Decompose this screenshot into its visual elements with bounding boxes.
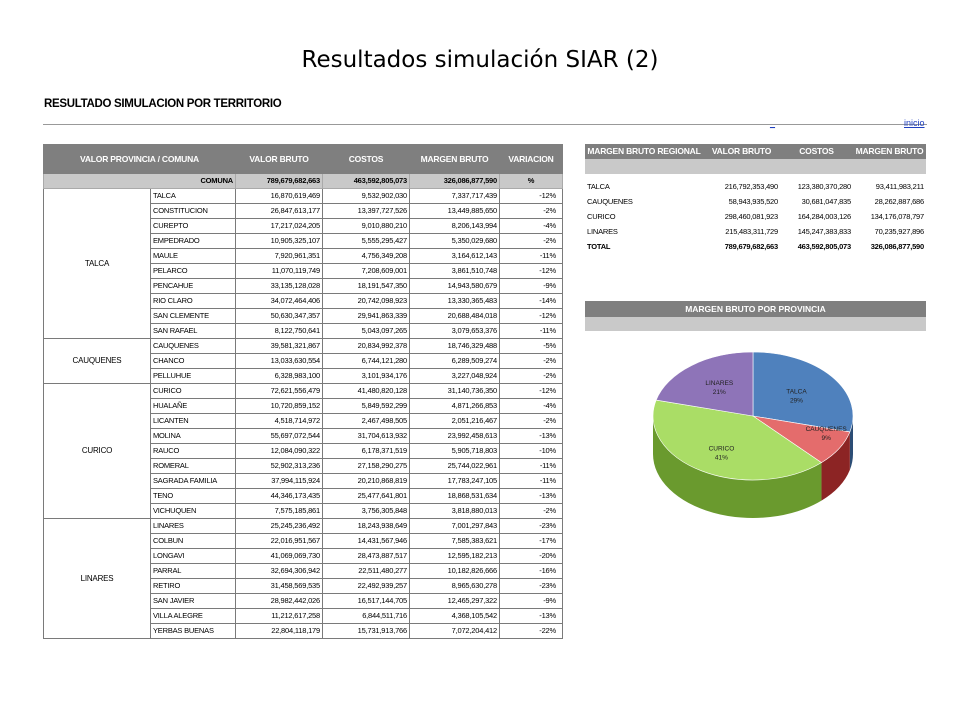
valor-cell: 11,070,119,749 [236, 264, 323, 279]
region-name: LINARES [587, 227, 618, 236]
margen-cell: 25,744,022,961 [410, 459, 500, 474]
comuna-cell: LONGAVI [151, 549, 236, 564]
costos-cell: 9,532,902,030 [323, 189, 410, 204]
pie-label-name: CAUQUENES [805, 425, 847, 433]
inicio-link[interactable]: inicio [904, 118, 925, 128]
variacion-cell: -16% [500, 564, 563, 579]
total-valor: 789,679,682,663 [724, 242, 778, 251]
comuna-cell: LINARES [151, 519, 236, 534]
slide-title: Resultados simulación SIAR (2) [301, 47, 659, 73]
regional-total-row [585, 239, 926, 254]
pie-label-name: CURICO [708, 445, 735, 453]
comuna-cell: PELARCO [151, 264, 236, 279]
column-header: MARGEN BRUTO [410, 145, 500, 174]
region-margen: 70,235,927,896 [874, 227, 924, 236]
margen-cell: 6,289,509,274 [410, 354, 500, 369]
comuna-cell: PARRAL [151, 564, 236, 579]
costos-cell: 2,467,498,505 [323, 414, 410, 429]
comuna-cell: HUALAÑE [151, 399, 236, 414]
valor-cell: 7,575,185,861 [236, 504, 323, 519]
margen-cell: 7,001,297,843 [410, 519, 500, 534]
comuna-cell: MAULE [151, 249, 236, 264]
pie-chart-panel [585, 301, 926, 529]
chart-subheader [585, 317, 926, 331]
margen-cell: 7,337,717,439 [410, 189, 500, 204]
variacion-cell: -20% [500, 549, 563, 564]
territory-cell: CURICO [44, 384, 151, 519]
comuna-cell: EMPEDRADO [151, 234, 236, 249]
comuna-cell: MOLINA [151, 429, 236, 444]
variacion-cell: -13% [500, 429, 563, 444]
costos-cell: 6,178,371,519 [323, 444, 410, 459]
column-header: VALOR PROVINCIA / COMUNA [44, 145, 236, 174]
valor-cell: 72,621,556,479 [236, 384, 323, 399]
report-title: RESULTADO SIMULACION POR TERRITORIO [44, 98, 282, 110]
valor-cell: 31,458,569,535 [236, 579, 323, 594]
comuna-cell: RIO CLARO [151, 294, 236, 309]
costos-cell: 5,043,097,265 [323, 324, 410, 339]
table-row [44, 339, 563, 354]
subheader-cell [853, 159, 926, 174]
variacion-cell: -22% [500, 624, 563, 639]
costos-cell: 16,517,144,705 [323, 594, 410, 609]
variacion-cell: -4% [500, 399, 563, 414]
comuna-cell: TALCA [151, 189, 236, 204]
chart-title: MARGEN BRUTO POR PROVINCIA [585, 301, 926, 317]
valor-cell: 13,033,630,554 [236, 354, 323, 369]
region-costos: 30,681,047,835 [801, 197, 851, 206]
valor-cell: 41,069,069,730 [236, 549, 323, 564]
regional-margin-table [585, 144, 926, 254]
region-margen: 134,176,078,797 [870, 212, 924, 221]
margen-cell: 5,905,718,803 [410, 444, 500, 459]
margen-cell: 3,861,510,748 [410, 264, 500, 279]
subheader-cell [585, 159, 703, 174]
margen-cell: 2,051,216,467 [410, 414, 500, 429]
variacion-cell: -17% [500, 534, 563, 549]
comuna-cell: CUREPTO [151, 219, 236, 234]
region-costos: 164,284,003,126 [797, 212, 851, 221]
variacion-cell: -9% [500, 594, 563, 609]
table-row [585, 194, 926, 209]
variacion-cell: -23% [500, 519, 563, 534]
table-subheader-row [585, 159, 926, 174]
subheader-cell [703, 159, 780, 174]
region-margen: 93,411,983,211 [875, 182, 924, 191]
valor-cell: 10,720,859,152 [236, 399, 323, 414]
costos-cell: 20,834,992,378 [323, 339, 410, 354]
territory-results-table [43, 144, 563, 639]
pie-label-percent: 41% [714, 454, 728, 462]
margen-cell: 13,330,365,483 [410, 294, 500, 309]
comuna-cell: ROMERAL [151, 459, 236, 474]
pie-label-percent: 21% [712, 389, 726, 397]
variacion-cell: -10% [500, 444, 563, 459]
costos-cell: 41,480,820,128 [323, 384, 410, 399]
costos-cell: 5,555,295,427 [323, 234, 410, 249]
region-costos: 123,380,370,280 [797, 182, 851, 191]
variacion-cell: -9% [500, 279, 563, 294]
variacion-cell: -2% [500, 504, 563, 519]
margen-cell: 17,783,247,105 [410, 474, 500, 489]
comuna-cell: COLBUN [151, 534, 236, 549]
variacion-cell: -13% [500, 609, 563, 624]
comuna-cell: PELLUHUE [151, 369, 236, 384]
variacion-cell: -2% [500, 234, 563, 249]
valor-cell: 28,982,442,026 [236, 594, 323, 609]
total-row [44, 174, 563, 189]
variacion-cell: -11% [500, 459, 563, 474]
margen-cell: 3,079,653,376 [410, 324, 500, 339]
valor-cell: 22,804,118,179 [236, 624, 323, 639]
table-row [585, 224, 926, 239]
region-name: CAUQUENES [587, 197, 633, 206]
costos-cell: 18,243,938,649 [323, 519, 410, 534]
costos-cell: 3,756,305,848 [323, 504, 410, 519]
total-variacion: % [500, 174, 563, 189]
variacion-cell: -2% [500, 369, 563, 384]
valor-cell: 25,245,236,492 [236, 519, 323, 534]
total-margen: 326,086,877,590 [410, 174, 500, 189]
region-costos: 145,247,383,833 [797, 227, 851, 236]
pie-label-name: TALCA [786, 388, 807, 396]
total-costos: 463,592,805,073 [323, 174, 410, 189]
valor-cell: 11,212,617,258 [236, 609, 323, 624]
costos-cell: 29,941,863,339 [323, 309, 410, 324]
margen-cell: 18,746,329,488 [410, 339, 500, 354]
valor-cell: 4,518,714,972 [236, 414, 323, 429]
costos-cell: 7,208,609,001 [323, 264, 410, 279]
costos-cell: 9,010,880,210 [323, 219, 410, 234]
costos-cell: 14,431,567,946 [323, 534, 410, 549]
table-header-row [585, 144, 926, 159]
costos-cell: 25,477,641,801 [323, 489, 410, 504]
valor-cell: 17,217,024,205 [236, 219, 323, 234]
margen-cell: 8,206,143,994 [410, 219, 500, 234]
costos-cell: 22,511,480,277 [323, 564, 410, 579]
costos-cell: 20,210,868,819 [323, 474, 410, 489]
variacion-cell: -11% [500, 249, 563, 264]
costos-cell: 22,492,939,257 [323, 579, 410, 594]
valor-cell: 55,697,072,544 [236, 429, 323, 444]
total-label: COMUNA [44, 174, 236, 189]
comuna-cell: VICHUQUEN [151, 504, 236, 519]
region-margen: 28,262,887,686 [874, 197, 924, 206]
variacion-cell: -14% [500, 294, 563, 309]
comuna-cell: SAN CLEMENTE [151, 309, 236, 324]
comuna-cell: RAUCO [151, 444, 236, 459]
valor-cell: 26,847,613,177 [236, 204, 323, 219]
variacion-cell: -4% [500, 219, 563, 234]
column-header: COSTOS [323, 145, 410, 174]
margen-cell: 5,350,029,680 [410, 234, 500, 249]
region-valor: 58,943,935,520 [728, 197, 778, 206]
table-row [585, 209, 926, 224]
valor-cell: 7,920,961,351 [236, 249, 323, 264]
region-valor: 298,460,081,923 [724, 212, 778, 221]
territory-cell: TALCA [44, 189, 151, 339]
costos-cell: 31,704,613,932 [323, 429, 410, 444]
table-row [585, 179, 926, 194]
title-divider [43, 124, 927, 125]
comuna-cell: YERBAS BUENAS [151, 624, 236, 639]
territory-cell: CAUQUENES [44, 339, 151, 384]
margen-cell: 7,072,204,412 [410, 624, 500, 639]
valor-cell: 10,905,325,107 [236, 234, 323, 249]
comuna-cell: TENO [151, 489, 236, 504]
variacion-cell: -11% [500, 324, 563, 339]
margen-cell: 3,227,048,924 [410, 369, 500, 384]
column-header: VALOR BRUTO [236, 145, 323, 174]
valor-cell: 37,994,115,924 [236, 474, 323, 489]
margen-cell: 10,182,826,666 [410, 564, 500, 579]
margen-cell: 8,965,630,278 [410, 579, 500, 594]
costos-cell: 4,756,349,208 [323, 249, 410, 264]
region-name: TALCA [587, 182, 610, 191]
variacion-cell: -13% [500, 489, 563, 504]
margen-cell: 12,465,297,322 [410, 594, 500, 609]
variacion-cell: -2% [500, 354, 563, 369]
margen-cell: 3,818,880,013 [410, 504, 500, 519]
total-label: TOTAL [587, 242, 611, 251]
column-header: MARGEN BRUTO REGIONAL [585, 144, 703, 159]
comuna-cell: RETIRO [151, 579, 236, 594]
subheader-cell [780, 159, 853, 174]
margen-cell: 4,368,105,542 [410, 609, 500, 624]
valor-cell: 50,630,347,357 [236, 309, 323, 324]
valor-cell: 52,902,313,236 [236, 459, 323, 474]
column-header: MARGEN BRUTO [853, 144, 926, 159]
table-header-row [44, 145, 563, 174]
comuna-cell: SAN RAFAEL [151, 324, 236, 339]
margen-cell: 31,140,736,350 [410, 384, 500, 399]
valor-cell: 33,135,128,028 [236, 279, 323, 294]
comuna-cell: CONSTITUCION [151, 204, 236, 219]
costos-cell: 3,101,934,176 [323, 369, 410, 384]
table-row [44, 384, 563, 399]
variacion-cell: -12% [500, 309, 563, 324]
region-name: CURICO [587, 212, 616, 221]
margen-cell: 20,688,484,018 [410, 309, 500, 324]
blank-link[interactable]: _ [770, 118, 776, 128]
comuna-cell: SAN JAVIER [151, 594, 236, 609]
costos-cell: 6,844,511,716 [323, 609, 410, 624]
comuna-cell: VILLA ALEGRE [151, 609, 236, 624]
costos-cell: 15,731,913,766 [323, 624, 410, 639]
region-valor: 216,792,353,490 [724, 182, 778, 191]
valor-cell: 39,581,321,867 [236, 339, 323, 354]
valor-cell: 12,084,090,322 [236, 444, 323, 459]
valor-cell: 34,072,464,406 [236, 294, 323, 309]
costos-cell: 28,473,887,517 [323, 549, 410, 564]
column-header: COSTOS [780, 144, 853, 159]
variacion-cell: -23% [500, 579, 563, 594]
pie-chart [585, 331, 926, 529]
pie-label-percent: 9% [821, 434, 831, 442]
total-valor: 789,679,682,663 [236, 174, 323, 189]
region-valor: 215,483,311,729 [725, 227, 778, 236]
valor-cell: 32,694,306,942 [236, 564, 323, 579]
margen-cell: 23,992,458,613 [410, 429, 500, 444]
costos-cell: 20,742,098,923 [323, 294, 410, 309]
comuna-cell: CURICO [151, 384, 236, 399]
variacion-cell: -2% [500, 414, 563, 429]
comuna-cell: CHANCO [151, 354, 236, 369]
total-costos: 463,592,805,073 [797, 242, 851, 251]
margen-cell: 7,585,383,621 [410, 534, 500, 549]
variacion-cell: -11% [500, 474, 563, 489]
variacion-cell: -12% [500, 189, 563, 204]
variacion-cell: -5% [500, 339, 563, 354]
table-row [44, 189, 563, 204]
margen-cell: 14,943,580,679 [410, 279, 500, 294]
territory-cell: LINARES [44, 519, 151, 639]
variacion-cell: -2% [500, 204, 563, 219]
costos-cell: 18,191,547,350 [323, 279, 410, 294]
total-margen: 326,086,877,590 [870, 242, 924, 251]
costos-cell: 13,397,727,526 [323, 204, 410, 219]
pie-label-percent: 29% [789, 397, 803, 405]
costos-cell: 6,744,121,280 [323, 354, 410, 369]
margen-cell: 4,871,266,853 [410, 399, 500, 414]
costos-cell: 27,158,290,275 [323, 459, 410, 474]
margen-cell: 13,449,885,650 [410, 204, 500, 219]
valor-cell: 16,870,619,469 [236, 189, 323, 204]
variacion-cell: -12% [500, 264, 563, 279]
margen-cell: 3,164,612,143 [410, 249, 500, 264]
valor-cell: 8,122,750,641 [236, 324, 323, 339]
valor-cell: 6,328,983,100 [236, 369, 323, 384]
comuna-cell: CAUQUENES [151, 339, 236, 354]
margen-cell: 18,868,531,634 [410, 489, 500, 504]
margen-cell: 12,595,182,213 [410, 549, 500, 564]
variacion-cell: -12% [500, 384, 563, 399]
comuna-cell: LICANTEN [151, 414, 236, 429]
valor-cell: 44,346,173,435 [236, 489, 323, 504]
pie-label-name: LINARES [705, 380, 734, 388]
column-header: VARIACION [500, 145, 563, 174]
comuna-cell: PENCAHUE [151, 279, 236, 294]
valor-cell: 22,016,951,567 [236, 534, 323, 549]
column-header: VALOR BRUTO [703, 144, 780, 159]
comuna-cell: SAGRADA FAMILIA [151, 474, 236, 489]
costos-cell: 5,849,592,299 [323, 399, 410, 414]
table-row [44, 519, 563, 534]
